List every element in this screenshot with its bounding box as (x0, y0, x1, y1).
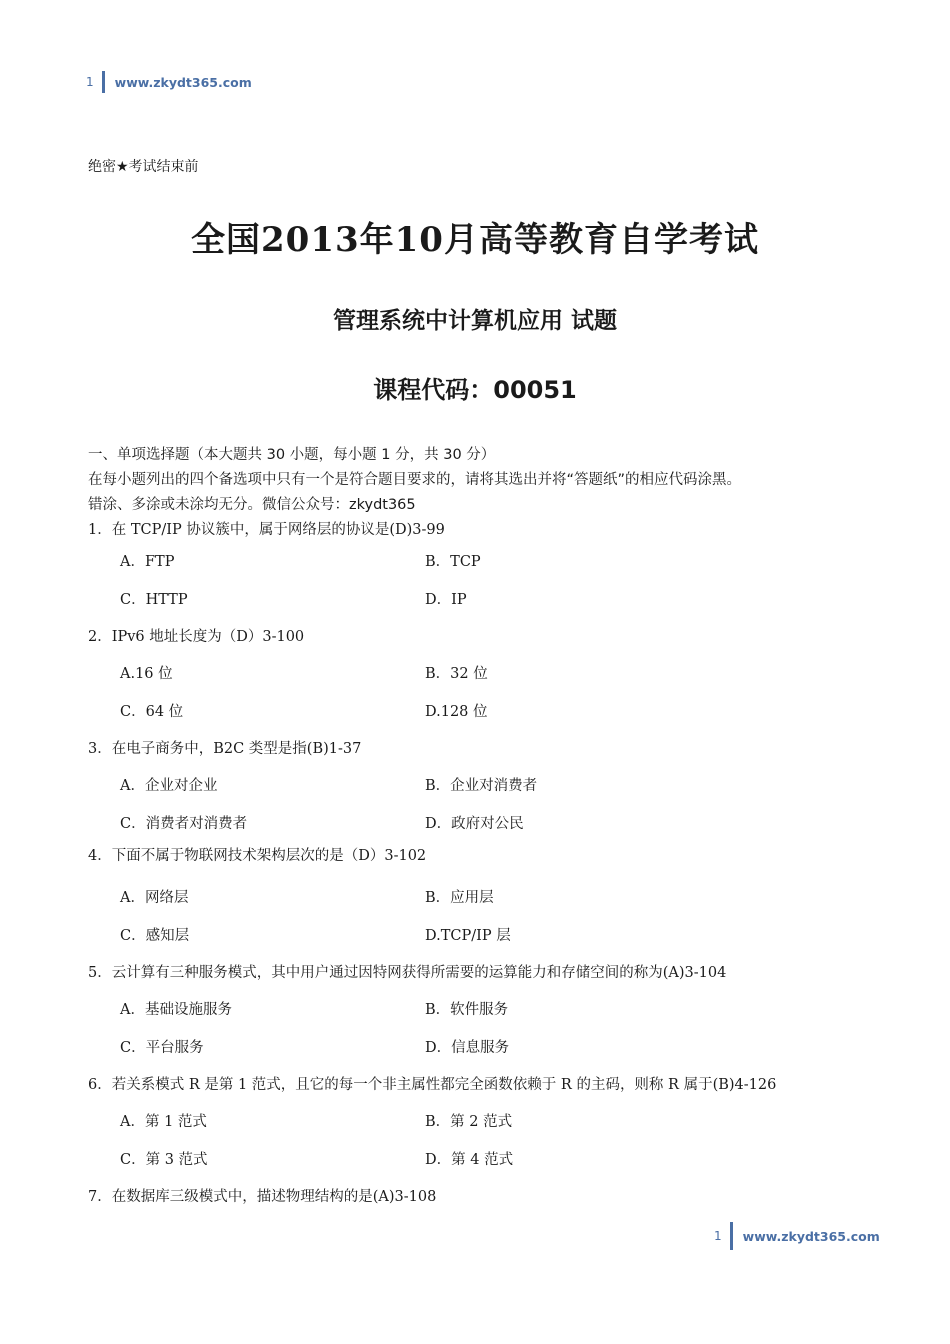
footer-url-link[interactable]: www.zkydt365.com (742, 1228, 880, 1244)
page-header (86, 71, 252, 93)
header-page-number: 1 (86, 75, 94, 89)
option: B．企业对消费者 (425, 778, 538, 794)
course-code: 课程代码：00051 (373, 376, 577, 404)
option: B．软件服务 (425, 1002, 509, 1018)
option: C．HTTP (120, 592, 188, 608)
option: D．IP (425, 592, 467, 608)
option: C．第 3 范式 (120, 1152, 208, 1168)
section-instruction: 在每小题列出的四个备选项中只有一个是符合题目要求的，请将其选出并将“答题纸”的相应代码涂黑。 (88, 472, 742, 488)
section-heading: 一、单项选择题（本大题共 30 小题，每小题 1 分，共 30 分） (88, 447, 496, 463)
option: D.TCP/IP 层 (425, 928, 511, 944)
option: C．平台服务 (120, 1040, 204, 1056)
header-divider (102, 71, 105, 93)
question-2: 2．IPv6 地址长度为（D）3-100 (88, 629, 305, 645)
question-4: 4．下面不属于物联网技术架构层次的是（D）3-102 (88, 848, 427, 864)
question-5: 5．云计算有三种服务模式，其中用户通过因特网获得所需要的运算能力和存储空间的称为(A)3-104 (88, 965, 727, 981)
option: D．政府对公民 (425, 816, 524, 832)
page-footer (714, 1222, 880, 1250)
footer-divider (730, 1222, 733, 1250)
question-6: 6．若关系模式 R 是第 1 范式，且它的每一个非主属性都完全函数依赖于 R 的主码，则称 R 属于(B)4-126 (88, 1077, 777, 1093)
option: C．感知层 (120, 928, 190, 944)
exam-subtitle: 管理系统中计算机应用 试题 (332, 308, 617, 334)
option: A．企业对企业 (120, 778, 218, 794)
option: C．消费者对消费者 (120, 816, 248, 832)
option: A．网络层 (120, 890, 189, 906)
footer-page-number: 1 (714, 1229, 722, 1243)
option: D.128 位 (425, 704, 488, 720)
question-7: 7．在数据库三级模式中，描述物理结构的是(A)3-108 (88, 1189, 437, 1205)
option: B．应用层 (425, 890, 494, 906)
question-3: 3．在电子商务中，B2C 类型是指(B)1-37 (88, 741, 362, 757)
option: B．TCP (425, 554, 481, 570)
question-1: 1．在 TCP/IP 协议簇中，属于网络层的协议是(D)3-99 (88, 522, 445, 538)
option: A.16 位 (120, 666, 173, 682)
exam-title: 全国2013年10月高等教育自学考试 (191, 220, 759, 260)
option: B．第 2 范式 (425, 1114, 513, 1130)
option: D．第 4 范式 (425, 1152, 514, 1168)
header-url-link[interactable]: www.zkydt365.com (114, 74, 252, 90)
option: D．信息服务 (425, 1040, 510, 1056)
secret-label: 绝密★考试结束前 (88, 159, 199, 175)
option: B．32 位 (425, 666, 488, 682)
option: A．第 1 范式 (120, 1114, 207, 1130)
option: A．基础设施服务 (120, 1002, 232, 1018)
section-instruction: 错涂、多涂或未涂均无分。微信公众号：zkydt365 (88, 497, 416, 513)
option: A．FTP (120, 554, 175, 570)
option: C．64 位 (120, 704, 184, 720)
